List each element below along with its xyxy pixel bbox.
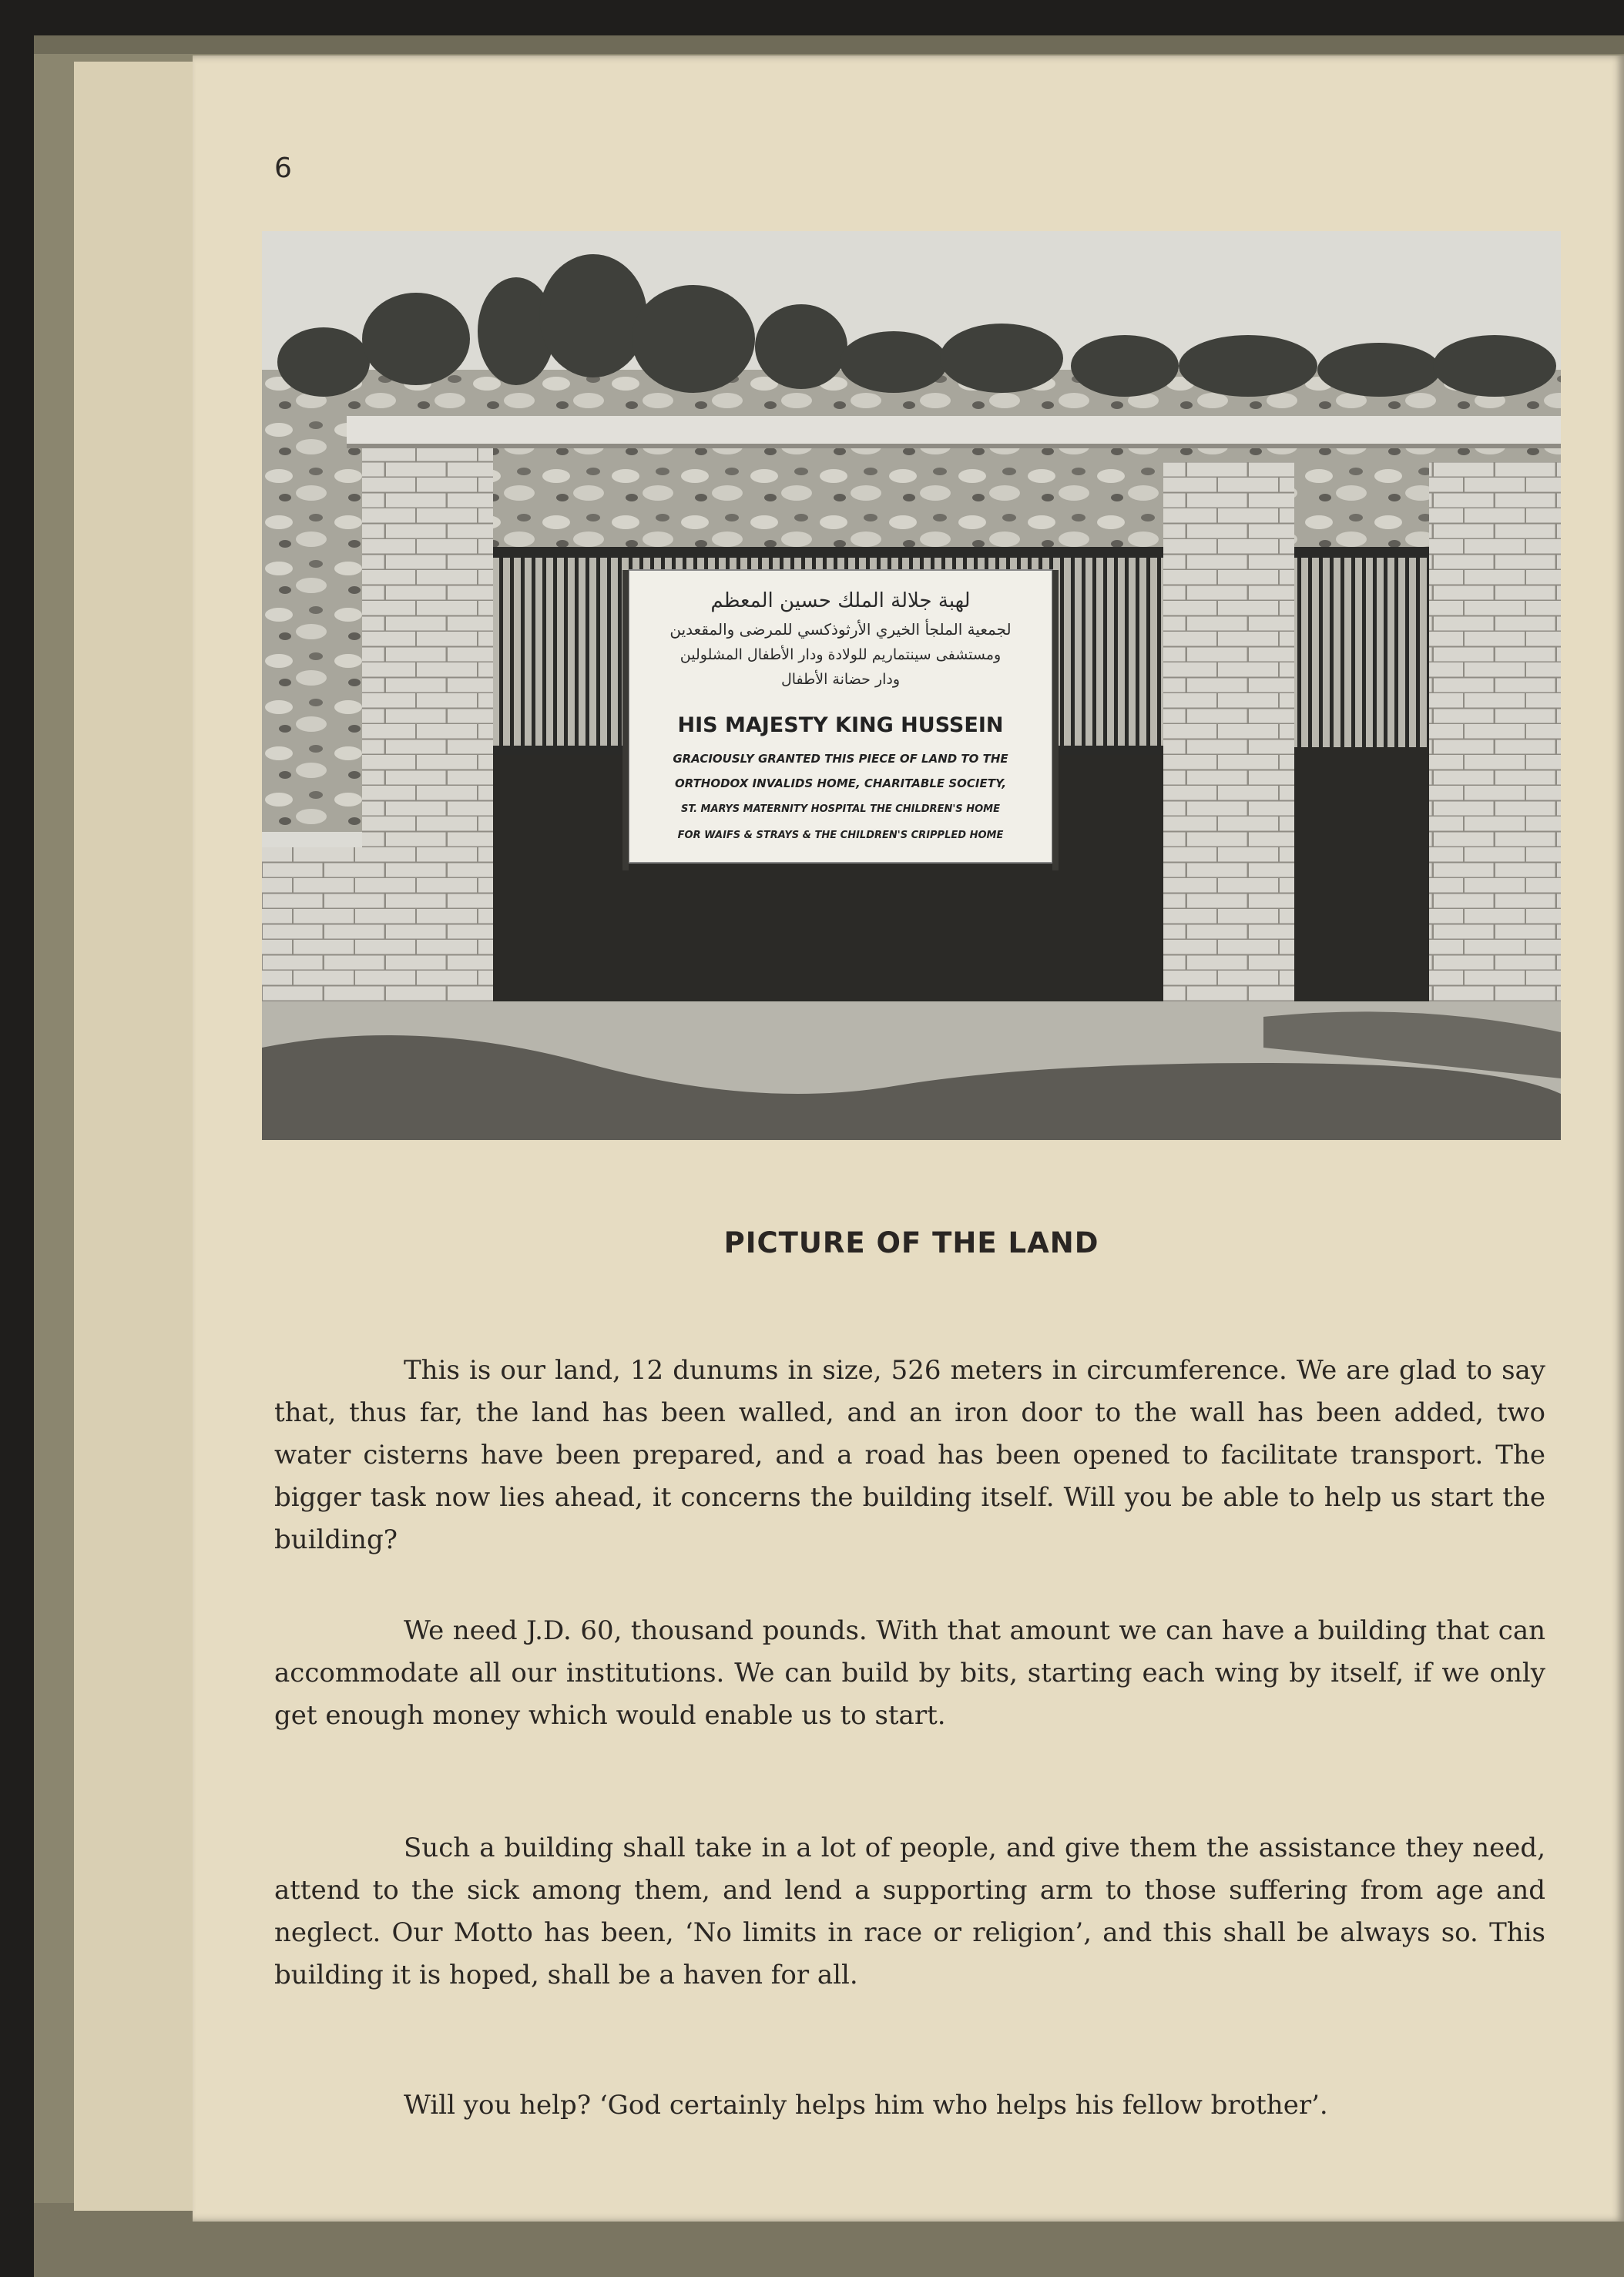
section-heading: PICTURE OF THE LAND [723,1226,1099,1259]
paragraph: This is our land, 12 dunums in size, 526 meters in circumference. We are glad to say that, thus far, the land has been walled, and an iron door to the wall has been added, two water cisterns have been prepared, and a road has been opened to facilitate transport. The bigger task now lies ahead, it concerns the building itself. Will you be able to help us start the building? [274,1355,1545,1555]
sign-arabic-line: لهبة جلالة الملك حسين المعظم [710,589,971,612]
paragraph: Will you help? ‘God certainly helps him who helps his fellow brother’. [404,2090,1328,2121]
sign-line: FOR WAIFS & STRAYS & THE CHILDREN'S CRIPPLED HOME [677,830,1004,841]
sign-line: GRACIOUSLY GRANTED THIS PIECE OF LAND TO THE [673,752,1008,766]
page-number: 6 [274,153,292,184]
sign-line: ST. MARYS MATERNITY HOSPITAL THE CHILDREN'S HOME [681,803,1000,815]
paragraph: We need J.D. 60, thousand pounds. With that amount we can have a building that can accommodate all our institutions. We can build by bits, starting each wing by itself, if we only get enough money which would enable us to start. [274,1615,1545,1731]
cover-top-edge [34,35,1624,54]
paragraph: Such a building shall take in a lot of people, and give them the assistance they need, attend to the sick among them, and lend a supporting arm to those suffering from age and neglect. Our Motto has been, ‘No limits in race or religion’, and this shall be always so. This building it is hoped, shall be a haven for all. [274,1833,1545,1990]
sign-arabic-line: ومستشفى سينتماريم للولادة ودار الأطفال المشلولين [679,646,1002,663]
land-photograph [262,231,1561,1140]
photo-image [262,231,1561,1140]
sign-title: HIS MAJESTY KING HUSSEIN [677,713,1004,737]
sign-line: ORTHODOX INVALIDS HOME, CHARITABLE SOCIETY, [674,776,1007,790]
sign-arabic-line: ودار حضانة الأطفال [780,671,901,688]
sign-arabic-line: لجمعية الملجأ الخيري الأرثوذكسي للمرضى والمقعدين [669,620,1012,639]
